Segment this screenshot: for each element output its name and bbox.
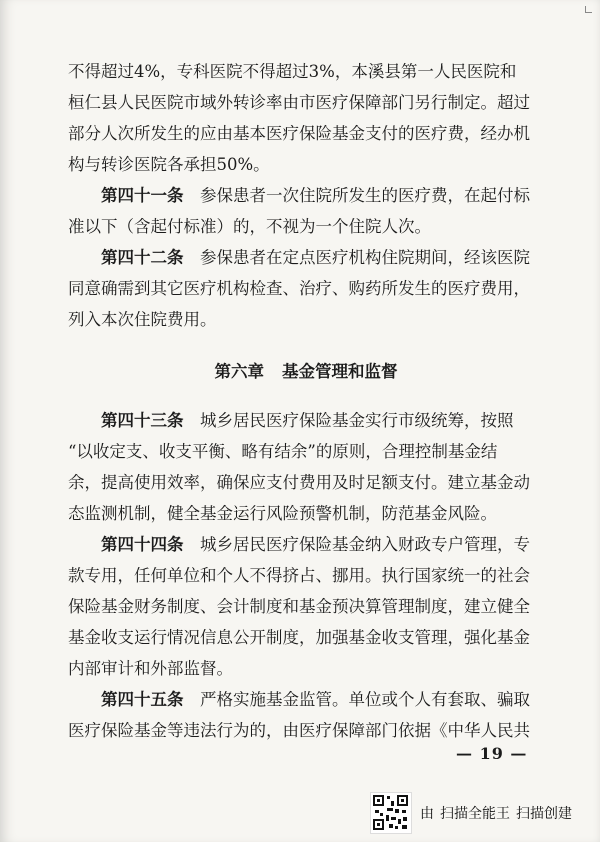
article-42-first-line: [68, 242, 544, 273]
text-line: 构与转诊医院各承担50%。: [68, 155, 270, 174]
text-line: 余，提高使用效率，确保应支付费用及时足额支付。建立基金动: [68, 473, 530, 492]
chapter-number: 第六章: [214, 362, 264, 381]
chapter-heading: [68, 356, 544, 387]
article-44-label: 第四十四条: [101, 535, 184, 554]
text-line: 基金收支运行情况信息公开制度，加强基金收支管理，强化基金: [68, 628, 530, 647]
document-body: [68, 56, 544, 746]
corner-mark: [585, 6, 592, 13]
text-line: “以收定支、收支平衡、略有结余”的原则，合理控制基金结: [68, 442, 498, 461]
article-44-first-line: [68, 529, 544, 560]
article-44-text: 城乡居民医疗保险基金纳入财政专户管理，专: [200, 535, 530, 554]
scanner-watermark: [370, 793, 572, 833]
watermark-text: [420, 803, 572, 823]
article-42-text: 参保患者在定点医疗机构住院期间，经该医院: [200, 248, 530, 267]
article-42-label: 第四十二条: [101, 248, 184, 267]
watermark-app: 扫描全能王: [440, 806, 510, 822]
article-41-text: 参保患者一次住院所发生的医疗费，在起付标: [200, 186, 530, 205]
article-45-text: 严格实施基金监管。单位或个人有套取、骗取: [200, 690, 530, 709]
qr-code-icon: [370, 792, 412, 834]
article-43-label: 第四十三条: [101, 411, 184, 430]
text-line: 列入本次住院费用。: [68, 310, 217, 329]
article-43-text: 城乡居民医疗保险基金实行市级统筹，按照: [200, 411, 514, 430]
article-45-first-line: [68, 684, 544, 715]
page-number: — 19 —: [456, 744, 528, 763]
text-line: 内部审计和外部监督。: [68, 659, 233, 678]
text-line: 部分人次所发生的应由基本医疗保险基金支付的医疗费，经办机: [68, 124, 530, 143]
watermark-action: 扫描创建: [516, 806, 572, 822]
text-line: 准以下（含起付标准）的，不视为一个住院人次。: [68, 217, 431, 236]
article-41-label: 第四十一条: [101, 186, 184, 205]
text-line: 不得超过4%，专科医院不得超过3%，本溪县第一人民医院和: [68, 62, 517, 81]
article-45-label: 第四十五条: [101, 690, 184, 709]
text-line: 保险基金财务制度、会计制度和基金预决算管理制度，建立健全: [68, 597, 530, 616]
text-line: 桓仁县人民医院市域外转诊率由市医疗保障部门另行制定。超过: [68, 93, 530, 112]
text-line: 医疗保险基金等违法行为的，由医疗保障部门依据《中华人民共: [68, 721, 530, 740]
article-43-first-line: [68, 405, 544, 436]
article-41-first-line: [68, 180, 544, 211]
text-line: 态监测机制，健全基金运行风险预警机制，防范基金风险。: [68, 504, 497, 523]
chapter-title: 基金管理和监督: [282, 362, 398, 381]
text-line: 同意确需到其它医疗机构检查、治疗、购药所发生的医疗费用，: [68, 279, 530, 298]
watermark-from: 由: [420, 806, 434, 822]
text-line: 款专用，任何单位和个人不得挤占、挪用。执行国家统一的社会: [68, 566, 530, 585]
